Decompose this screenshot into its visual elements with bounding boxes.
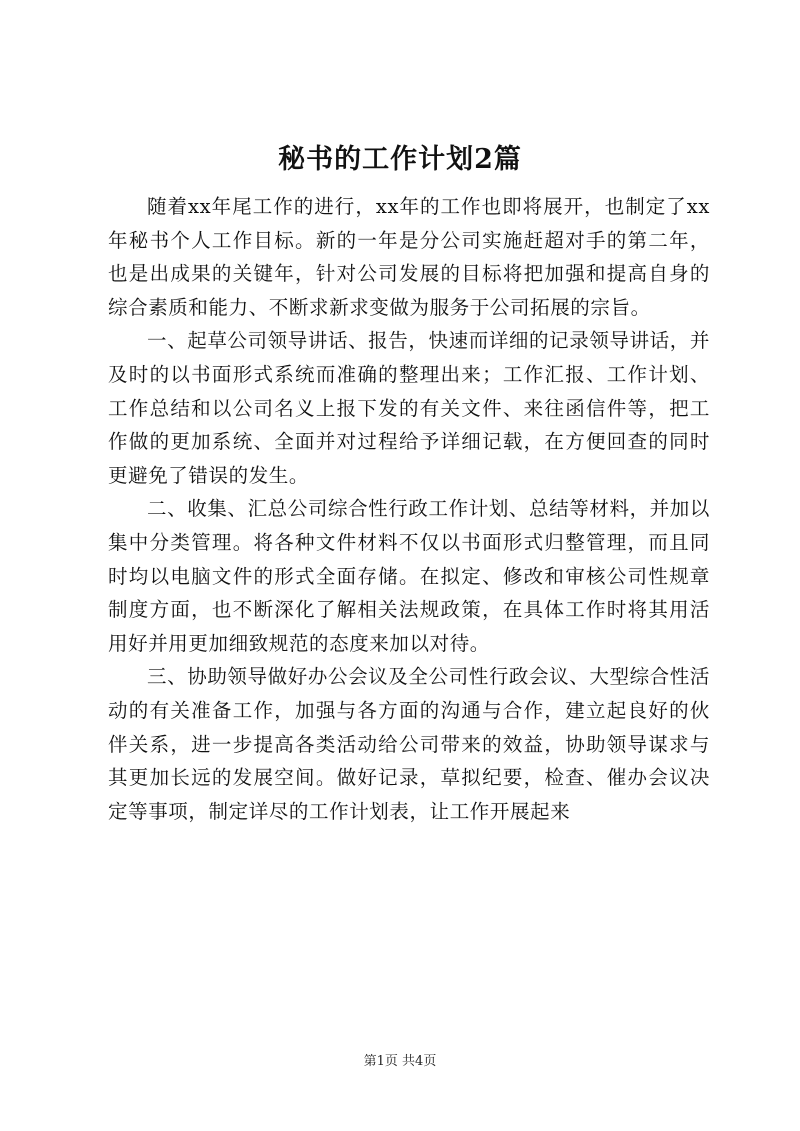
document-body: [108, 190, 710, 828]
page-number-footer: 第1页 共4页: [363, 1054, 437, 1069]
paragraph-item-2: 二、收集、汇总公司综合性行政工作计划、总结等材料，并加以集中分类管理。将各种文件材料不仅以书面形式归整管理，而且同时均以电脑文件的形式全面存储。在拟定、修改和审核公司性规章制度方面，也不断深化了解相关法规政策，在具体工作时将其用活用好并用更加细致规范的态度来加以对待。: [108, 497, 710, 655]
paragraph-intro: 随着xx年尾工作的进行，xx年的工作也即将展开，也制定了xx年秘书个人工作目标。新的一年是分公司实施赶超对手的第二年，也是出成果的关键年，针对公司发展的目标将把加强和提高自身的综合素质和能力、不断求新求变做为服务于公司拓展的宗旨。: [108, 195, 710, 319]
paragraph-item-3: 三、协助领导做好办公会议及全公司性行政会议、大型综合性活动的有关准备工作，加强与各方面的沟通与合作，建立起良好的伙伴关系，进一步提高各类活动给公司带来的效益，协助领导谋求与其更加长远的发展空间。做好记录，草拟纪要，检查、催办会议决定等事项，制定详尽的工作计划表，让工作开展起来: [108, 665, 710, 823]
paragraph-item-1: 一、起草公司领导讲话、报告，快速而详细的记录领导讲话，并及时的以书面形式系统而准确的整理出来；工作汇报、工作计划、工作总结和以公司名义上报下发的有关文件、来往函信件等，把工作做的更加系统、全面并对过程给予详细记载，在方便回查的同时更避免了错误的发生。: [108, 329, 710, 487]
document-title: 秘书的工作计划2篇: [278, 144, 522, 175]
